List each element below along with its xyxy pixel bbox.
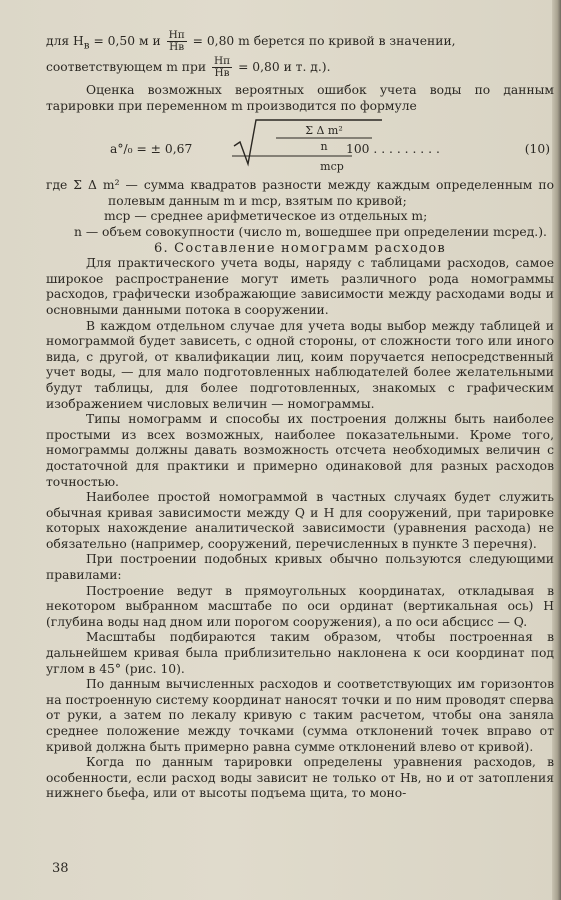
paragraph-3: Типы номограмм и способы их построения должны быть наиболее простыми из всех возможных, наиболее показательными. Кроме того, номограммы должны давать возможность отсчета необходимых величин с достаточной для практики и примерно одинаковой для разных расходов точностью. [46, 412, 554, 489]
page-number: 38 [52, 861, 69, 876]
formula-sum: Σ Δ m² [305, 124, 343, 138]
formula-lhs: a°/₀ = ± 0,67 [110, 142, 193, 157]
definitions [46, 178, 554, 240]
section-heading: 6. Составление номограмм расходов [154, 240, 446, 256]
paragraph-1: Для практического учета воды, наряду с таблицами расходов, самое широкое распространение могут иметь различного рода номограммы расходов, графически изображающие зависимости между расходами воды и основными данными потока в сооружении. [46, 256, 554, 317]
paragraph-5: При построении подобных кривых обычно пользуются следующими правилами: [46, 552, 554, 583]
formula-den: mср [320, 160, 344, 174]
paragraph-7: Масштабы подбираются таким образом, чтобы построенная в дальнейшем кривая была приблизительно наклонена к оси координат под углом в 45° (рис. 10). [46, 630, 554, 676]
paragraph-8: По данным вычисленных расходов и соответствующих им горизонтов на построенную систему координат наносят точки и по ним проводят сперва от руки, а затем по лекалу кривую с таким расчетом, чтобы она заняла среднее положение между точками (сумма отклонений точек вправо от кривой должна быть примерно равна сумме отклонений влево от кривой). [46, 677, 554, 754]
page-text [46, 30, 554, 802]
line-2: соответствующем m при Hп Hв = 0,80 и т. д.). [46, 55, 331, 80]
fraction-hp-hv-2: Hп Hв [213, 55, 231, 80]
definition-n: n — объем совокупности (число m, вошедшее при определении mсред.). [74, 225, 547, 240]
line-1: для $H_в = 0,50$ м и Hп Hв = 0,80 m берется по кривой в значении, [46, 29, 456, 53]
formula-10 [46, 116, 554, 178]
paragraph-2: В каждом отдельном случае для учета воды выбор между таблицей и номограммой будет зависеть, с одной стороны, от сложности того или иного вида, с другой, от квалификации лиц, коим поручается непосредственный учет воды, — для мало подготовленных наблюдателей более желательными будут таблицы, для более подготовленных, знакомых с графическим изображением числовых величин — номограммы. [46, 318, 554, 411]
equation-number: (10) [524, 142, 550, 157]
paragraph-6: Построение ведут в прямоугольных координатах, откладывая в некотором выбранном масштабе по оси ординат (вертикальная ось) H (глубина воды над дном или порогом сооружения), а по оси абсцисс — Q. [46, 583, 554, 629]
paragraph-9: Когда по данным тарировки определены уравнения расходов, в особенности, если расход воды зависит не только от Hв, но и от затопления нижнего бьефа, или от высоты подъема щита, то моно- [46, 755, 554, 801]
definition-mcp: mср — среднее арифметическое из отдельных m; [104, 209, 428, 224]
formula-n: n [320, 140, 328, 154]
paragraph-error-estimate: Оценка возможных вероятных ошибок учета воды по данным тарировки при переменном m производится по формуле [46, 83, 554, 113]
formula-tail: 100 . . . . . . . . . [346, 142, 440, 157]
fraction-hp-hv: Hп Hв [168, 29, 185, 53]
paragraph-4: Наиболее простой номограммой в частных случаях будет служить обычная кривая зависимости между Q и H для сооружений, при тарировке которых нахождение аналитической зависимости (уравнения расхода) не обязательно (например, сооружений, перечисленных в пункте 3 перечня). [46, 490, 554, 551]
definition-sum: где Σ Δ m² — сумма квадратов разности между каждым определенным по полевым данным m и mср, взятым по кривой; [46, 178, 554, 208]
